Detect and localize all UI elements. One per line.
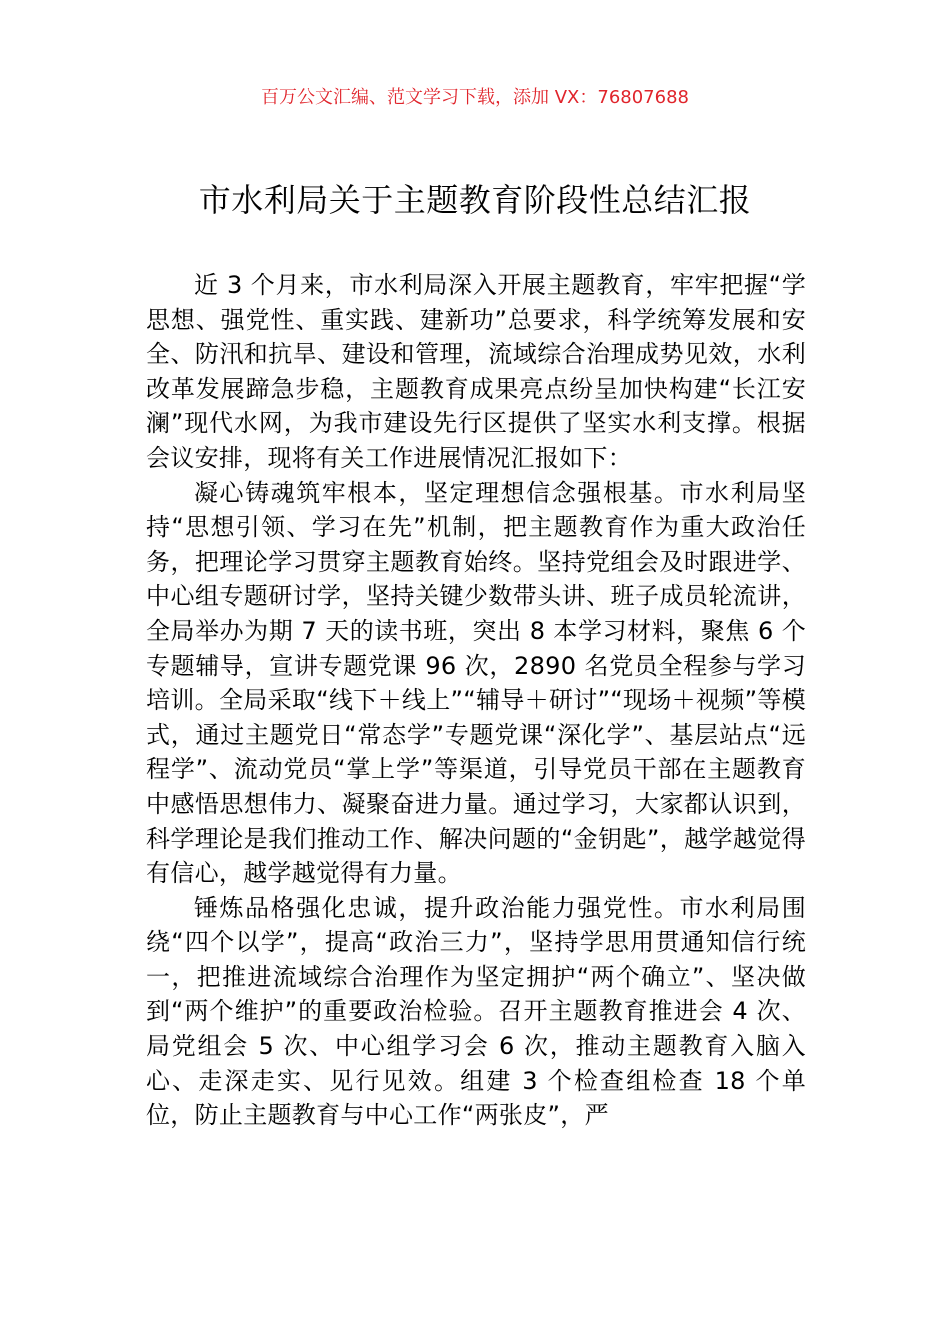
document-title: 市水利局关于主题教育阶段性总结汇报 [198, 181, 752, 219]
header-watermark-note: 百万公文汇编、范文学习下载，添加 VX：76807688 [261, 87, 689, 108]
document-body [146, 268, 806, 1133]
paragraph-loyalty: 锤炼品格强化忠诚，提升政治能力强党性。市水利局围绕“四个以学”，提高“政治三力”，坚持学思用贯通知信行统一，把推进流域综合治理作为坚定拥护“两个确立”、坚决做到“两个维护”的重要政治检验。召开主题教育推进会 4 次、局党组会 5 次、中心组学习会 6 次，推动主题教育入脑入心、走深走实、见行见效。组建 3 个检查组检查 18 个单位，防止主题教育与中心工作“两张皮”，严 [146, 893, 806, 1130]
paragraph-ideals: 凝心铸魂筑牢根本，坚定理想信念强根基。市水利局坚持“思想引领、学习在先”机制，把主题教育作为重大政治任务，把理论学习贯穿主题教育始终。坚持党组会及时跟进学、中心组专题研讨学，坚持关键少数带头讲、班子成员轮流讲，全局举办为期 7 天的读书班，突出 8 本学习材料，聚焦 6 个专题辅导，宣讲专题党课 96 次，2890 名党员全程参与学习培训。全局采取“线下＋线上”“辅导＋研讨”“现场＋视频”等模式，通过主题党日“常态学”专题党课“深化学”、基层站点“远程学”、流动党员“掌上学”等渠道，引导党员干部在主题教育中感悟思想伟力、凝聚奋进力量。通过学习，大家都认识到，科学理论是我们推动工作、解决问题的“金钥匙”，越学越觉得有信心，越学越觉得有力量。 [146, 478, 806, 888]
paragraph-intro: 近 3 个月来，市水利局深入开展主题教育，牢牢把握“学思想、强党性、重实践、建新功”总要求，科学统筹发展和安全、防汛和抗旱、建设和管理，流域综合治理成势见效，水利改革发展蹄急步稳，主题教育成果亮点纷呈加快构建“长江安澜”现代水网，为我市建设先行区提供了坚实水利支撑。根据会议安排，现将有关工作进展情况汇报如下： [146, 271, 807, 472]
